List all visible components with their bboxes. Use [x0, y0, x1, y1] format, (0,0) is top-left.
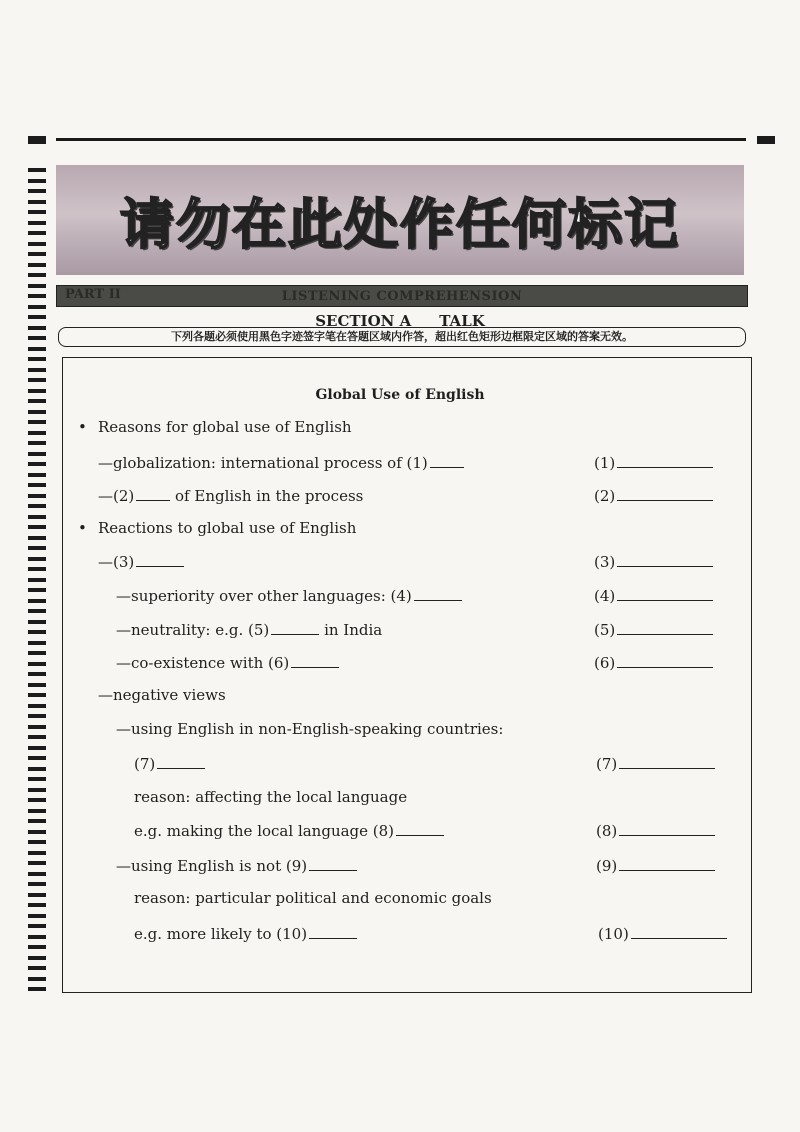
outline-line: —neutrality: e.g. (5) in India: [116, 621, 383, 639]
timing-mark: [28, 840, 46, 844]
blank-4[interactable]: [414, 586, 462, 601]
timing-mark: [28, 746, 46, 750]
outline-line: —superiority over other languages: (4): [116, 586, 462, 605]
answer-slot-7[interactable]: (7): [596, 754, 715, 773]
blank-9[interactable]: [309, 856, 357, 871]
answer-slot-10[interactable]: (10): [598, 924, 727, 943]
timing-mark: [28, 693, 46, 697]
outline-line: —(3): [98, 552, 184, 571]
outline-line: e.g. more likely to (10): [134, 924, 357, 943]
timing-mark: [28, 620, 46, 624]
outline-line: —negative views: [98, 686, 226, 704]
timing-mark: [28, 189, 46, 193]
timing-mark: [28, 956, 46, 960]
timing-mark: [28, 452, 46, 456]
do-not-mark-banner: [56, 165, 744, 275]
timing-mark: [28, 263, 46, 267]
timing-mark: [28, 473, 46, 477]
timing-mark: [28, 872, 46, 876]
blank-2[interactable]: [136, 486, 170, 501]
outline-line: • Reasons for global use of English: [98, 418, 352, 436]
timing-mark: [28, 221, 46, 225]
timing-mark: [28, 242, 46, 246]
timing-mark: [28, 179, 46, 183]
form-title: Global Use of English: [315, 387, 485, 403]
timing-mark: [28, 714, 46, 718]
timing-mark: [28, 210, 46, 214]
timing-mark: [28, 347, 46, 351]
part-label: PART II: [65, 287, 121, 302]
timing-mark: [28, 284, 46, 288]
timing-mark: [28, 168, 46, 172]
section-type: TALK: [439, 312, 485, 330]
timing-mark: [28, 830, 46, 834]
blank-1[interactable]: [430, 453, 464, 468]
blank-6[interactable]: [291, 653, 339, 668]
timing-mark: [28, 462, 46, 466]
timing-mark: [28, 515, 46, 519]
timing-mark: [28, 767, 46, 771]
timing-mark: [28, 357, 46, 361]
timing-mark: [28, 987, 46, 991]
outline-line: (7): [134, 754, 205, 773]
timing-mark: [28, 483, 46, 487]
timing-mark: [28, 410, 46, 414]
timing-mark: [28, 945, 46, 949]
timing-mark: [28, 609, 46, 613]
timing-mark: [28, 704, 46, 708]
part-bar: [56, 285, 748, 307]
timing-mark: [28, 630, 46, 634]
answer-slot-1[interactable]: (1): [594, 453, 713, 472]
timing-mark: [28, 273, 46, 277]
banner-text: 请勿在此处作任何标记: [120, 192, 680, 256]
timing-mark: [28, 651, 46, 655]
answer-slot-6[interactable]: (6): [594, 653, 713, 672]
timing-mark: [28, 578, 46, 582]
timing-mark: [28, 788, 46, 792]
timing-mark: [28, 536, 46, 540]
timing-mark: [28, 935, 46, 939]
timing-mark: [28, 200, 46, 204]
timing-mark: [28, 662, 46, 666]
timing-mark: [28, 903, 46, 907]
outline-line: e.g. making the local language (8): [134, 821, 444, 840]
timing-mark: [28, 893, 46, 897]
timing-mark: [28, 599, 46, 603]
timing-mark: [28, 798, 46, 802]
outline-line: —globalization: international process of (1): [98, 453, 464, 472]
timing-mark: [28, 420, 46, 424]
timing-mark: [28, 641, 46, 645]
timing-mark: [28, 977, 46, 981]
timing-mark: [28, 777, 46, 781]
timing-mark: [28, 725, 46, 729]
timing-mark: [28, 819, 46, 823]
timing-mark: [28, 252, 46, 256]
blank-8[interactable]: [396, 821, 444, 836]
timing-mark: [28, 336, 46, 340]
timing-mark: [28, 504, 46, 508]
answer-notice: 下列各题必须使用黑色字迹签字笔在答题区域内作答，超出红色矩形边框限定区域的答案无效。: [58, 327, 746, 347]
timing-mark: [28, 672, 46, 676]
blank-3[interactable]: [136, 552, 184, 567]
timing-mark: [28, 441, 46, 445]
timing-mark: [28, 305, 46, 309]
answer-slot-9[interactable]: (9): [596, 856, 715, 875]
section-label: SECTION A: [315, 312, 412, 330]
blank-5[interactable]: [271, 620, 319, 635]
timing-mark: [28, 294, 46, 298]
timing-mark: [28, 683, 46, 687]
answer-slot-2[interactable]: (2): [594, 486, 713, 505]
timing-mark: [28, 924, 46, 928]
outline-line: —using English in non-English-speaking countries:: [116, 720, 504, 738]
answer-slot-3[interactable]: (3): [594, 552, 713, 571]
timing-mark: [28, 525, 46, 529]
timing-mark: [28, 494, 46, 498]
outline-line: —(2) of English in the process: [98, 487, 364, 505]
corner-mark-top-right: [757, 136, 775, 144]
corner-mark-top-left: [28, 136, 46, 144]
timing-mark: [28, 588, 46, 592]
timing-mark: [28, 809, 46, 813]
top-rule: [56, 138, 746, 141]
timing-mark: [28, 914, 46, 918]
timing-mark: [28, 368, 46, 372]
outline-line: —using English is not (9): [116, 856, 357, 875]
outline-line: reason: particular political and economic goals: [134, 889, 492, 907]
timing-mark: [28, 861, 46, 865]
timing-mark: [28, 557, 46, 561]
timing-mark: [28, 756, 46, 760]
blank-10[interactable]: [309, 924, 357, 939]
answer-slot-8[interactable]: (8): [596, 821, 715, 840]
timing-mark: [28, 231, 46, 235]
timing-mark: [28, 966, 46, 970]
timing-mark: [28, 882, 46, 886]
timing-mark: [28, 851, 46, 855]
blank-7[interactable]: [157, 754, 205, 769]
outline-line: reason: affecting the local language: [134, 788, 408, 806]
part-title: LISTENING COMPREHENSION: [281, 289, 523, 304]
outline-line: —co-existence with (6): [116, 653, 339, 672]
timing-mark: [28, 431, 46, 435]
answer-slot-5[interactable]: (5): [594, 620, 713, 639]
timing-mark: [28, 378, 46, 382]
timing-mark: [28, 546, 46, 550]
outline-line: • Reactions to global use of English: [98, 519, 356, 537]
answer-slot-4[interactable]: (4): [594, 586, 713, 605]
timing-mark: [28, 735, 46, 739]
timing-mark: [28, 567, 46, 571]
